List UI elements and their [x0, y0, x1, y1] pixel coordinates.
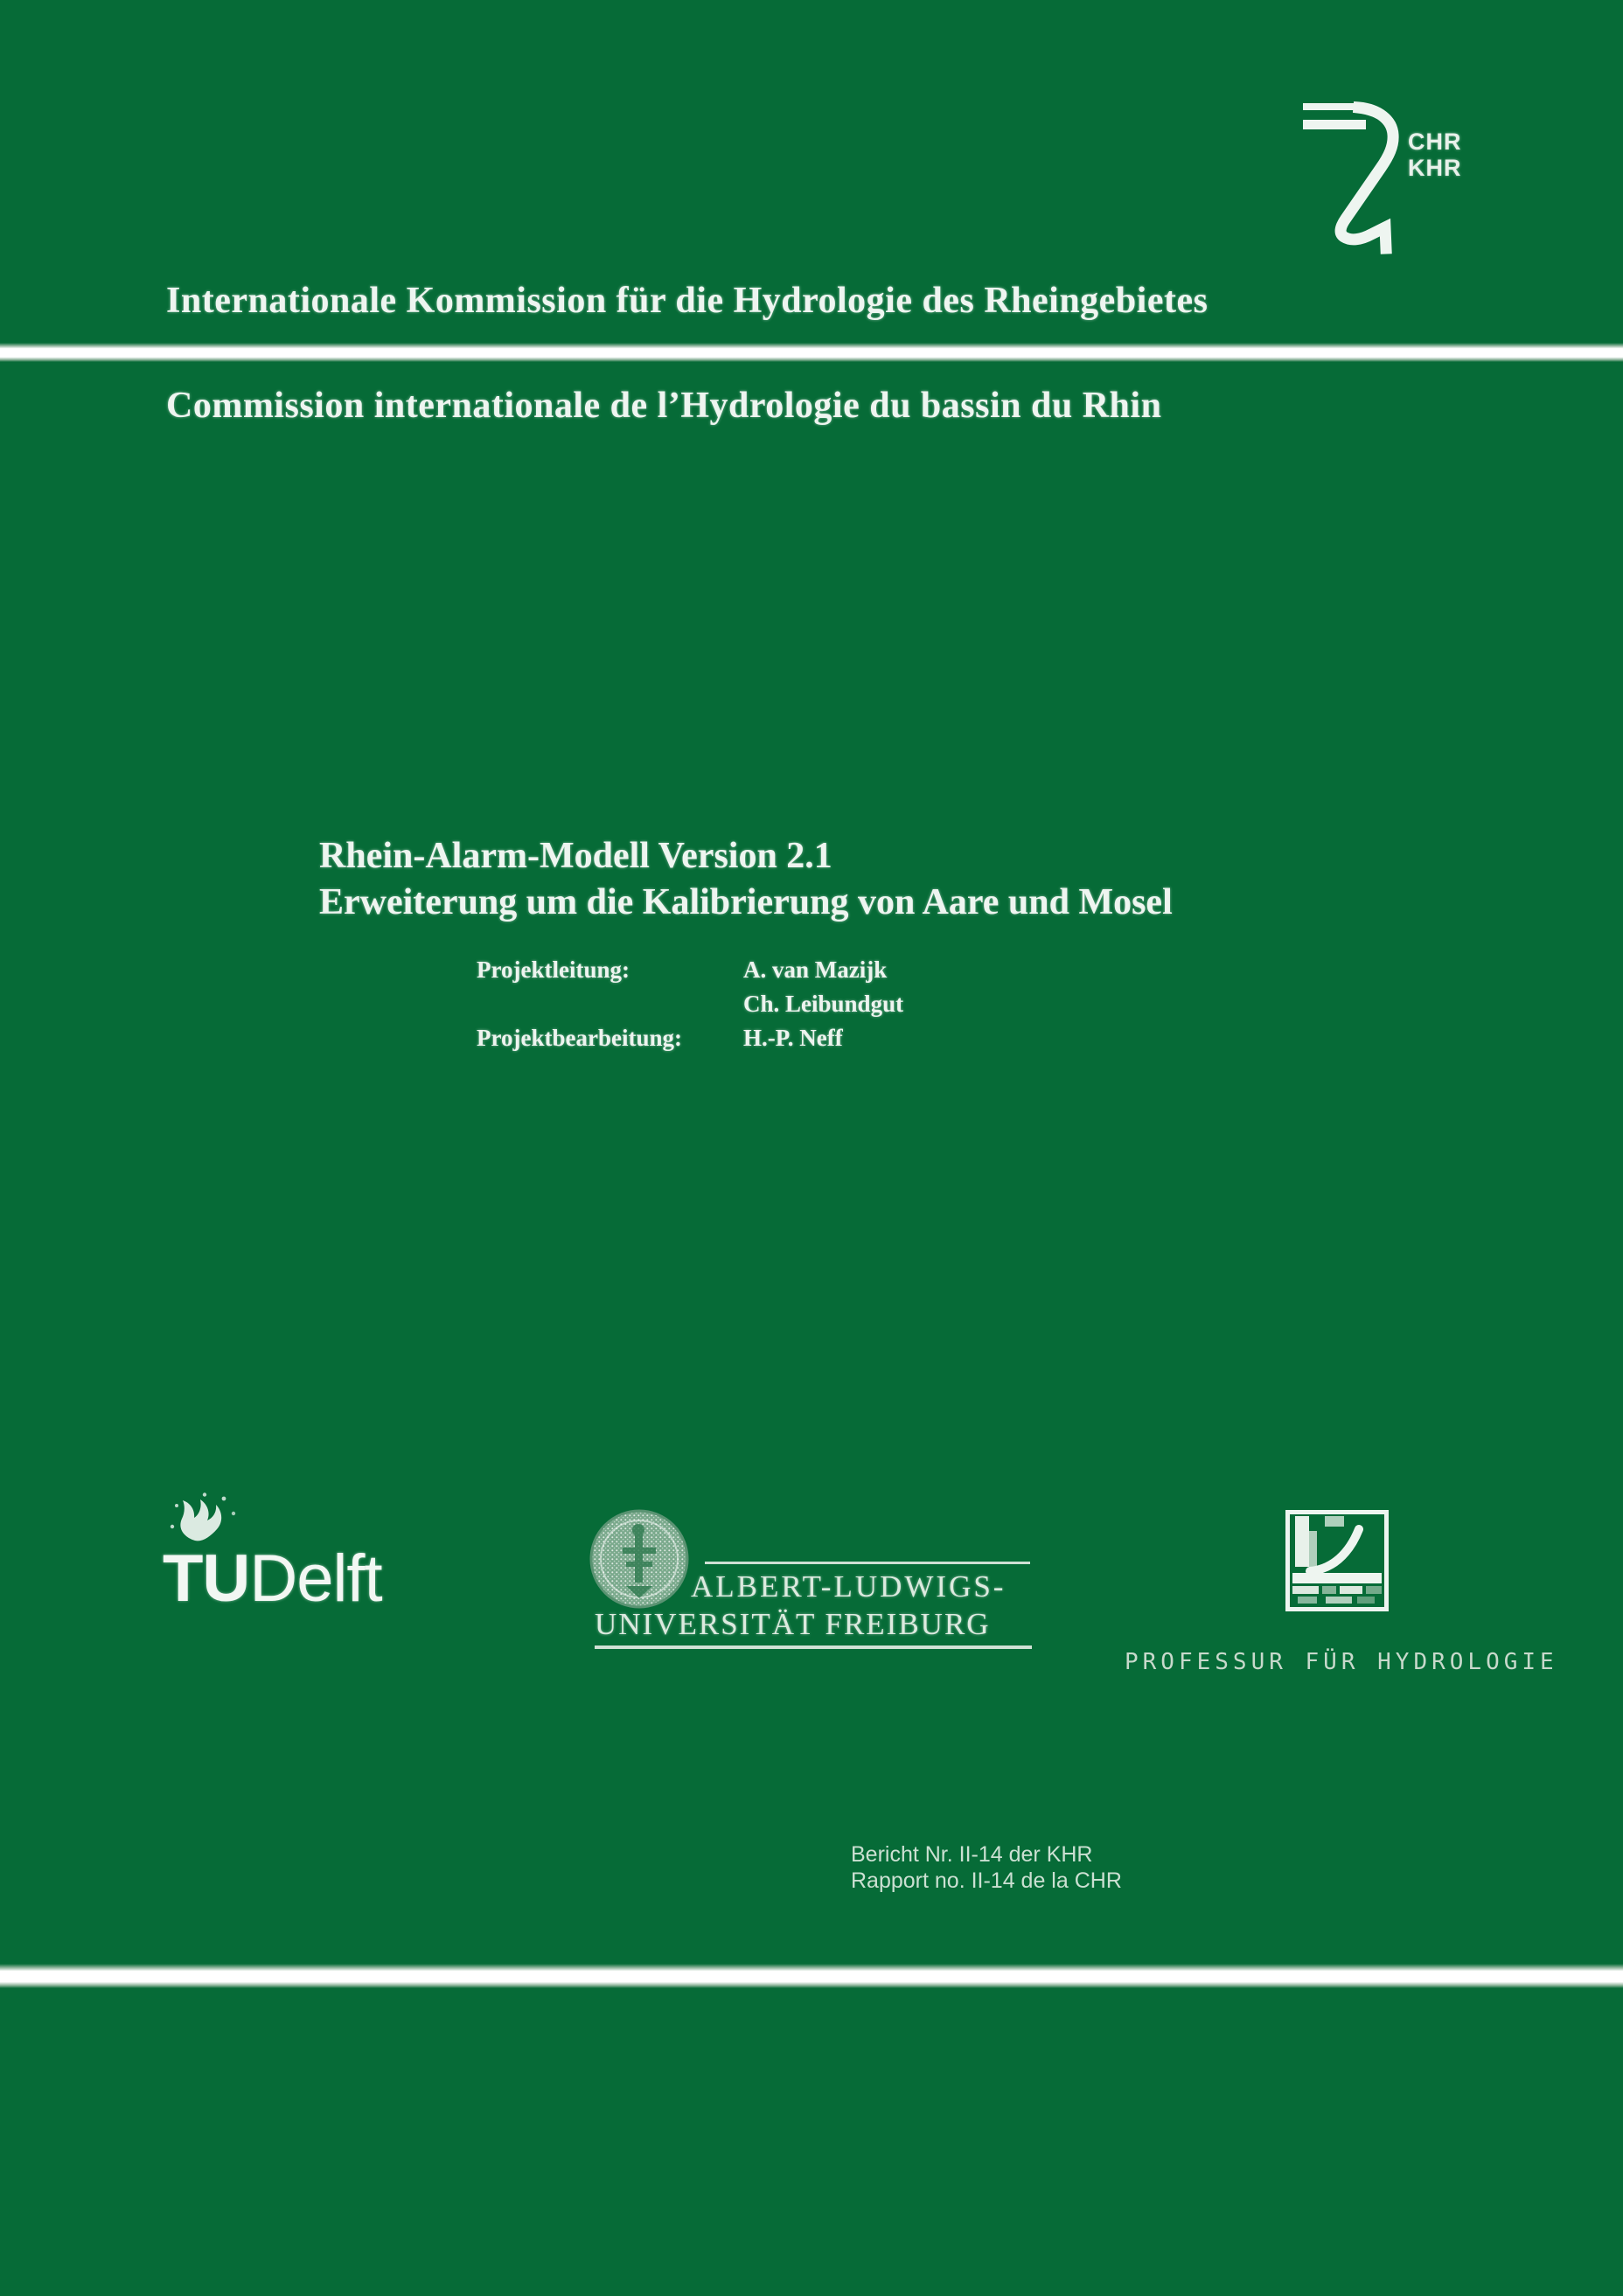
khr-abbreviation: KHR	[1408, 155, 1462, 181]
report-title-line2: Erweiterung um die Kalibrierung von Aare und Mosel	[319, 882, 1173, 922]
report-title-line1: Rhein-Alarm-Modell Version 2.1	[319, 836, 832, 876]
project-credits	[477, 953, 903, 1055]
credit-label-spacer	[477, 987, 743, 1021]
divider-line-top	[0, 343, 1623, 362]
projektbearbeitung-name: H.-P. Neff	[743, 1025, 843, 1051]
org-name-german: Internationale Kommission für die Hydrologie des Rheingebietes	[166, 281, 1209, 321]
report-reference-de: Bericht Nr. II-14 der KHR	[851, 1842, 1093, 1867]
tu-delft-logo-text	[163, 1541, 382, 1616]
projektleitung-label: Projektleitung:	[477, 957, 630, 983]
divider-line-bottom	[0, 1964, 1623, 1988]
tu-delft-delft: Delft	[249, 1541, 382, 1616]
freiburg-bottom-rule	[595, 1645, 1032, 1649]
report-title	[319, 833, 1173, 926]
credit-row-leitung-2	[477, 987, 903, 1021]
uni-freiburg-name-line2: UNIVERSITÄT FREIBURG	[595, 1607, 991, 1641]
uni-freiburg-name-line1: ALBERT-LUDWIGS-	[691, 1569, 1007, 1604]
tu-delft-flame-icon	[166, 1492, 240, 1548]
chr-khr-logo-text	[1408, 129, 1462, 181]
professur-hydrologie-label: PROFESSUR FÜR HYDROLOGIE	[1125, 1649, 1558, 1675]
projektleitung-name-2: Ch. Leibundgut	[743, 991, 904, 1017]
credit-row-bearbeitung	[477, 1021, 903, 1055]
credit-row-leitung	[477, 953, 903, 987]
freiburg-top-rule	[705, 1562, 1030, 1564]
chr-khr-logo-icon	[1285, 83, 1417, 267]
uni-freiburg-seal-icon	[589, 1506, 689, 1612]
org-name-french: Commission internationale de l’Hydrologie du bassin du Rhin	[166, 386, 1162, 426]
tu-delft-tu: TU	[163, 1541, 250, 1616]
projektleitung-name-1: A. van Mazijk	[743, 957, 888, 983]
chr-abbreviation: CHR	[1408, 129, 1462, 155]
report-reference	[851, 1841, 1122, 1894]
projektbearbeitung-label: Projektbearbeitung:	[477, 1025, 682, 1051]
hydrology-chart-icon	[1285, 1510, 1389, 1611]
report-reference-fr: Rapport no. II-14 de la CHR	[851, 1868, 1122, 1893]
